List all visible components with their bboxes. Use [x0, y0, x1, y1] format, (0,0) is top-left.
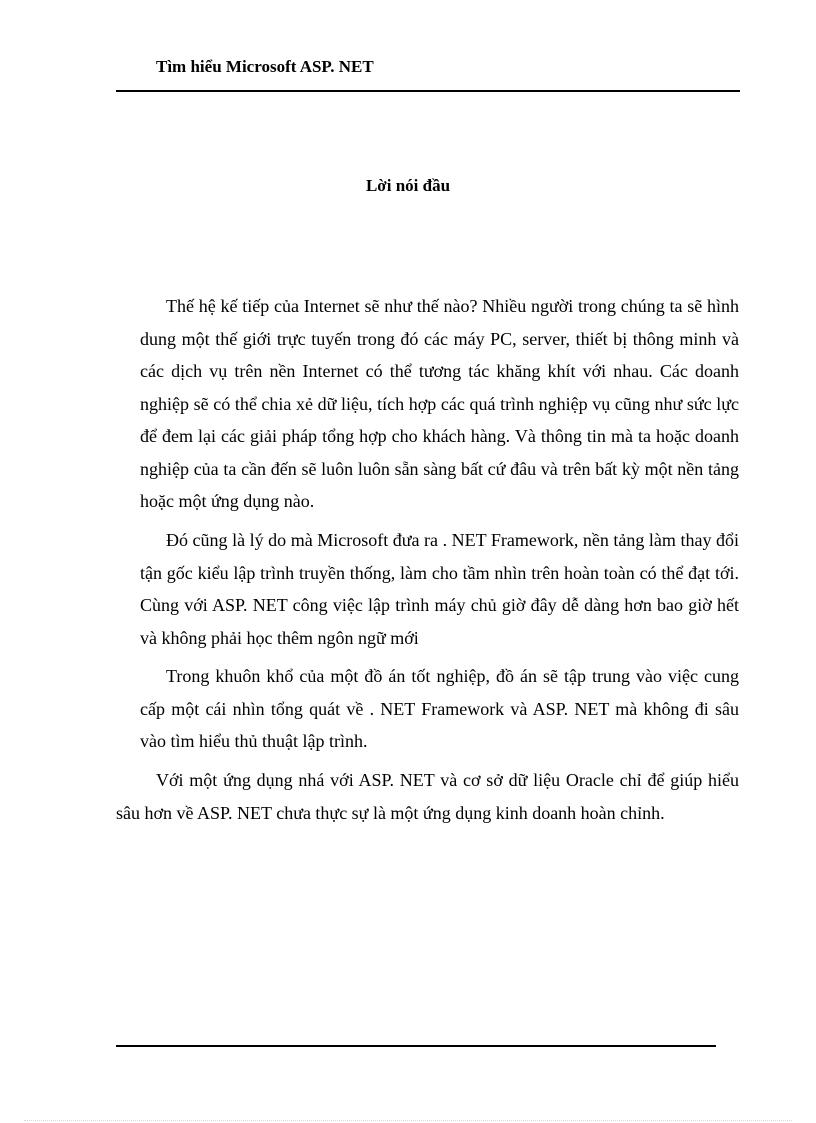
page-bottom-edge: [24, 1120, 792, 1121]
document-heading: Lời nói đầu: [365, 176, 451, 195]
footer-rule: [116, 1045, 716, 1047]
paragraph-2: Đó cũng là lý do mà Microsoft đưa ra . NET Framework, nền tảng làm thay đổi tận gốc kiểu lập trình truyền thống, làm cho tầm nhìn trên hoàn toàn có thể đạt tới. Cùng với ASP. NET công việc lập trình máy chủ giờ đây dễ dàng hơn bao giờ hết và không phải học thêm ngôn ngữ mới: [140, 530, 739, 648]
paragraph-3: Trong khuôn khổ của một đồ án tốt nghiệp, đồ án sẽ tập trung vào việc cung cấp một cái nhìn tổng quát về . NET Framework và ASP. NET mà không đi sâu vào tìm hiểu thủ thuật lập trình.: [140, 666, 739, 751]
paragraph-1: Thế hệ kế tiếp của Internet sẽ như thế nào? Nhiều người trong chúng ta sẽ hình dung một thế giới trực tuyến trong đó các máy PC, server, thiết bị thông minh và các dịch vụ trên nền Internet có thể tương tác khăng khít với nhau. Các doanh nghiệp sẽ có thể chia xẻ dữ liệu, tích hợp các quá trình nghiệp vụ cũng như sức lực để đem lại các giải pháp tổng hợp cho khách hàng. Và thông tin mà ta hoặc doanh nghiệp của ta cần đến sẽ luôn luôn sẵn sàng bất cứ đâu và trên bất kỳ một nền tảng hoặc một ứng dụng nào.: [140, 296, 739, 511]
paragraph-4: Với một ứng dụng nhá với ASP. NET và cơ sở dữ liệu Oracle chỉ để giúp hiểu sâu hơn về ASP. NET chưa thực sự là một ứng dụng kinh doanh hoàn chỉnh.: [116, 770, 739, 823]
page-header-title: Tìm hiểu Microsoft ASP. NET: [156, 57, 374, 76]
header-rule: [116, 90, 740, 92]
